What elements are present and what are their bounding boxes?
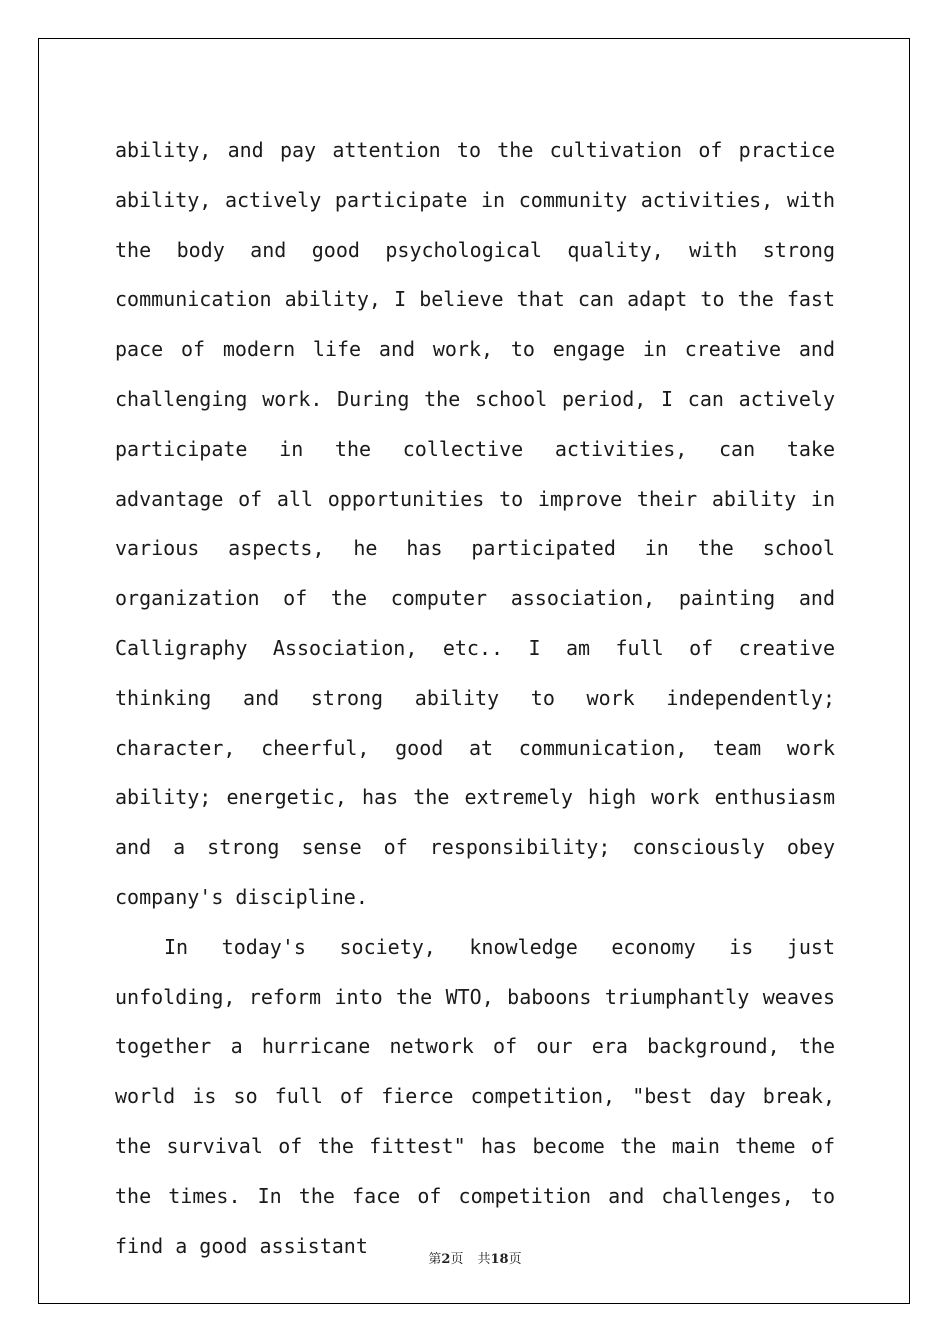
total-suffix: 页 <box>508 1252 522 1267</box>
page-suffix: 页 <box>450 1252 464 1267</box>
paragraph-1: ability, and pay attention to the cultivation of practice ability, actively participate in community activities, with the body and good psychological quality, with strong communication ability, I believe that can adapt to the fast pace of modern life and work, to engage in creative and challenging work. During the school period, I can actively participate in the collective activities, can take advantage of all opportunities to improve their ability in various aspects, he has participated in the school organization of the computer association, painting and Calligraphy Association, etc.. I am full of creative thinking and strong ability to work independently; character, cheerful, good at communication, team work ability; energetic, has the extremely high work enthusiasm and a strong sense of responsibility; consciously obey company's discipline. <box>115 138 835 909</box>
page-number: 2 <box>441 1252 451 1267</box>
document-body <box>115 126 835 1271</box>
total-pages: 18 <box>490 1252 509 1267</box>
page-prefix: 第 <box>428 1252 442 1267</box>
paragraph-2: In today's society, knowledge economy is just unfolding, reform into the WTO, baboons triumphantly weaves together a hurricane network of our era background, the world is so full of fierce competition, "best day break, the survival of the fittest" has become the main theme of the times. In the face of competition and challenges, to find a good assistant <box>115 934 835 1258</box>
page-footer <box>0 1248 950 1267</box>
total-prefix: 共 <box>477 1252 491 1267</box>
